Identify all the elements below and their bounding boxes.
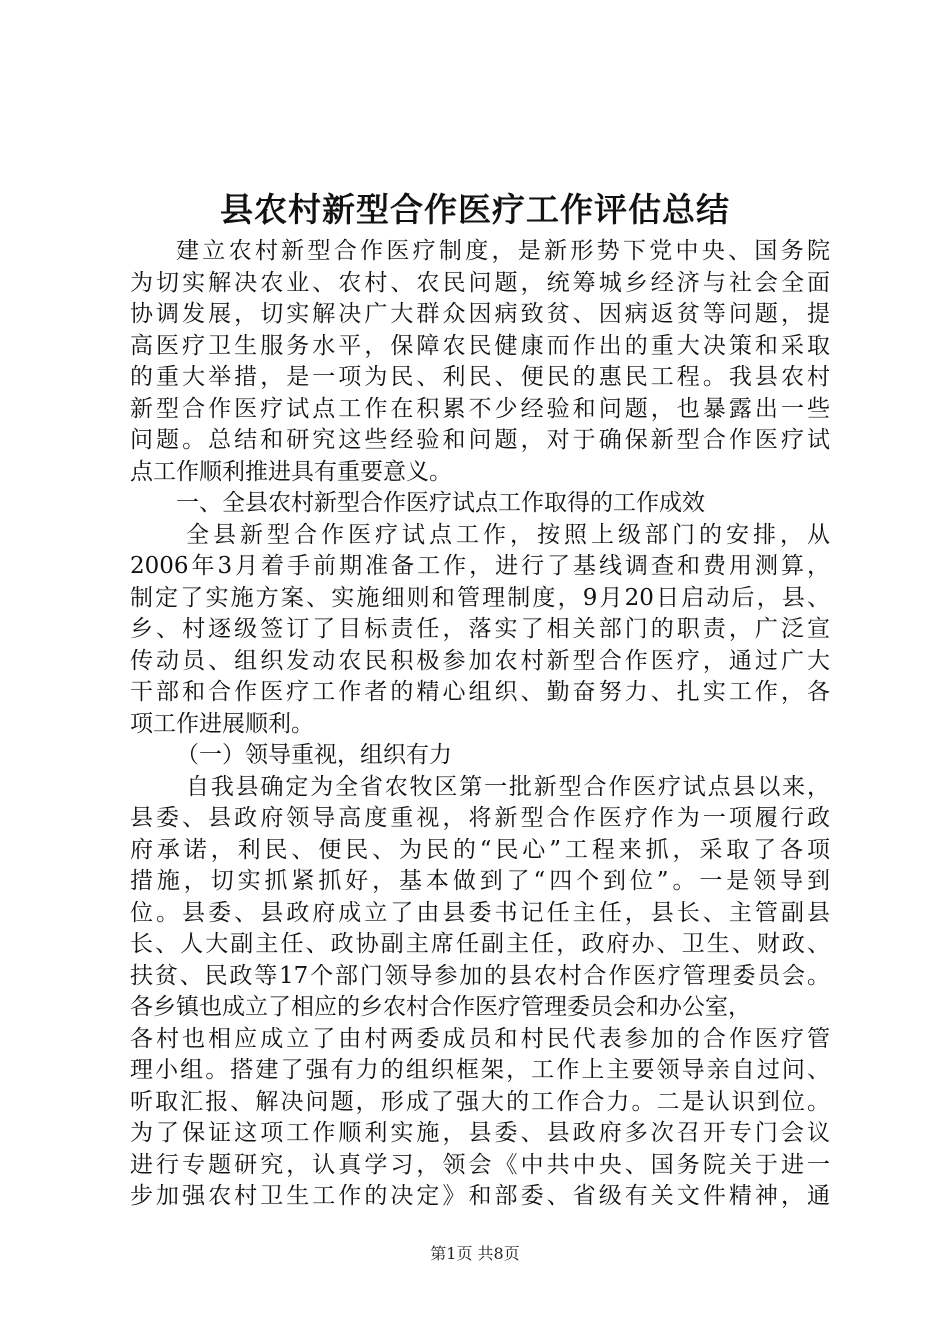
body-line: 2006年3月着手前期准备工作，进行了基线调查和费用测算， <box>130 553 830 579</box>
body-line: 理小组。搭建了强有力的组织框架，工作上主要领导亲自过问、 <box>130 1057 830 1083</box>
body-line: 协调发展，切实解决广大群众因病致贫、因病返贫等问题，提 <box>130 301 830 327</box>
body-line: 建立农村新型合作医疗制度，是新形势下党中央、国务院 <box>176 238 830 264</box>
body-line: 为了保证这项工作顺利实施，县委、县政府多次召开专门会议 <box>130 1120 830 1146</box>
body-line: 为切实解决农业、农村、农民问题，统筹城乡经济与社会全面 <box>130 269 830 296</box>
subsection-heading: （一）领导重视，组织有力 <box>176 742 452 768</box>
body-line: 措施，切实抓紧抓好，基本做到了“四个到位”。一是领导到 <box>130 868 830 894</box>
body-line: 各乡镇也成立了相应的乡农村合作医疗管理委员会和办公室， <box>130 994 751 1020</box>
body-line: 乡、村逐级签订了目标责任，落实了相关部门的职责，广泛宣 <box>130 616 830 642</box>
body-line: 干部和合作医疗工作者的精心组织、勤奋努力、扎实工作，各 <box>130 679 830 705</box>
body-line: 位。县委、县政府成立了由县委书记任主任，县长、主管副县 <box>130 899 830 926</box>
body-line: 进行专题研究，认真学习，领会《中共中央、国务院关于进一 <box>130 1151 830 1178</box>
body-line: 的重大举措，是一项为民、利民、便民的惠民工程。我县农村 <box>130 364 830 390</box>
body-line: 问题。总结和研究这些经验和问题，对于确保新型合作医疗试 <box>130 427 830 453</box>
body-line: 长、人大副主任、政协副主席任副主任，政府办、卫生、财政、 <box>130 931 830 957</box>
page-number: 第1页 共8页 <box>430 1244 520 1263</box>
document-title: 县农村新型合作医疗工作评估总结 <box>220 190 730 229</box>
body-line: 高医疗卫生服务水平，保障农民健康而作出的重大决策和采取 <box>130 332 830 359</box>
body-line: 府承诺，利民、便民、为民的“民心”工程来抓，采取了各项 <box>130 836 830 863</box>
body-line: 各村也相应成立了由村两委成员和村民代表参加的合作医疗管 <box>130 1025 830 1052</box>
body-line: 听取汇报、解决问题，形成了强大的工作合力。二是认识到位。 <box>130 1088 830 1115</box>
body-line: 步加强农村卫生工作的决定》和部委、省级有关文件精神，通 <box>130 1183 830 1209</box>
body-line: 项工作进展顺利。 <box>130 710 314 737</box>
body-line: 扶贫、民政等17个部门领导参加的县农村合作医疗管理委员会。 <box>130 962 830 989</box>
body-line: 制定了实施方案、实施细则和管理制度，9月20日启动后，县、 <box>130 584 830 611</box>
body-line: 点工作顺利推进具有重要意义。 <box>130 458 452 485</box>
body-line: 全县新型合作医疗试点工作，按照上级部门的安排，从 <box>186 521 830 548</box>
body-line: 新型合作医疗试点工作在积累不少经验和问题，也暴露出一些 <box>130 395 830 422</box>
body-line: 传动员、组织发动农民积极参加农村新型合作医疗，通过广大 <box>130 647 830 674</box>
body-line: 县委、县政府领导高度重视，将新型合作医疗作为一项履行政 <box>130 805 830 831</box>
section-heading: 一、全县农村新型合作医疗试点工作取得的工作成效 <box>176 490 705 516</box>
body-line: 自我县确定为全省农牧区第一批新型合作医疗试点县以来， <box>186 773 830 800</box>
document-body <box>130 236 830 1213</box>
